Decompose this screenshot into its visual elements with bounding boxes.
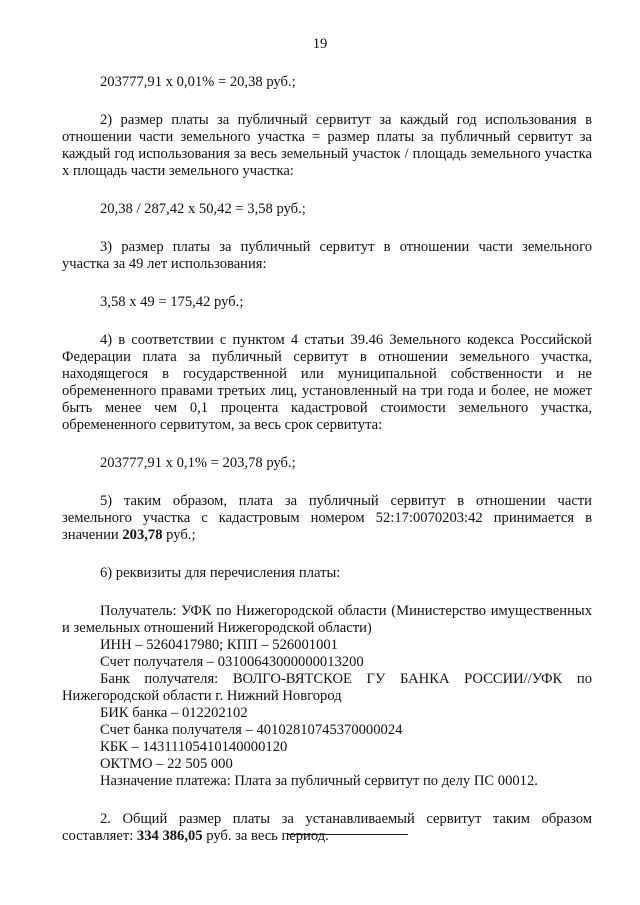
requisite-bank: Банк получателя: ВОЛГО-ВЯТСКОЕ ГУ БАНКА РОССИИ//УФК по Нижегородской области г. Нижний Новгород <box>62 671 592 704</box>
item-2: 2) размер платы за публичный сервитут за каждый год использования в отношении части земельного участка = размер платы за публичный сервитут за каждый год использования за весь земельный участок / площадь земельного участка х площадь части земельного участка: <box>62 112 592 179</box>
requisite-purpose: Назначение платежа: Плата за публичный сервитут по делу ПС 00012. <box>100 773 538 789</box>
total-value: 334 386,05 <box>136 828 203 844</box>
requisite-oktmo: ОКТМО – 22 505 000 <box>100 756 233 772</box>
item-5-value: 203,78 <box>122 527 163 543</box>
page-number: 19 <box>312 36 328 52</box>
document-body <box>62 74 592 845</box>
requisite-recipient: Получатель: УФК по Нижегородской области (Министерство имущественных и земельных отношений Нижегородской области) <box>62 603 592 636</box>
requisite-inn-kpp: ИНН – 5260417980; КПП – 526001001 <box>100 637 338 653</box>
item-5-text: 5) таким образом, плата за публичный сервитут в отношении части земельного участка с кадастровым номером 52:17:0070203:42 принимается в значении <box>62 493 592 543</box>
item-4: 4) в соответствии с пунктом 4 статьи 39.46 Земельного кодекса Российской Федерации плата за публичный сервитут в отношении земельного участка, находящегося в государственной или муниципальной собственности и не обремененного правами третьих лиц, установленный на три года и более, не может быть менее чем 0,1 процента кадастровой стоимости земельного участка, обремененного сервитутом, за весь срок сервитута: <box>62 332 592 433</box>
calc-1: 203777,91 х 0,01% = 20,38 руб.; <box>100 74 296 90</box>
item-3: 3) размер платы за публичный сервитут в отношении части земельного участка за 49 лет использования: <box>62 239 592 272</box>
total-text: 2. Общий размер платы за устанавливаемый сервитут таким образом составляет: <box>62 811 592 844</box>
requisite-bik: БИК банка – 012202102 <box>100 705 248 721</box>
requisite-account: Счет получателя – 03100643000000013200 <box>100 654 364 670</box>
item-6: 6) реквизиты для перечисления платы: <box>100 565 341 581</box>
calc-2: 20,38 / 287,42 х 50,42 = 3,58 руб.; <box>100 201 306 217</box>
requisite-bank-account: Счет банка получателя – 40102810745370000024 <box>100 722 403 738</box>
requisite-kbk: КБК – 14311105410140000120 <box>100 739 288 755</box>
requisites-block <box>62 603 592 790</box>
item-5 <box>62 493 592 544</box>
item-5-suffix: руб.; <box>162 527 196 543</box>
end-rule <box>287 834 408 835</box>
total-suffix: руб. за весь период. <box>202 828 329 844</box>
calc-4: 203777,91 х 0,1% = 203,78 руб.; <box>100 455 296 471</box>
total-paragraph <box>62 811 592 845</box>
calc-3: 3,58 х 49 = 175,42 руб.; <box>100 294 244 310</box>
